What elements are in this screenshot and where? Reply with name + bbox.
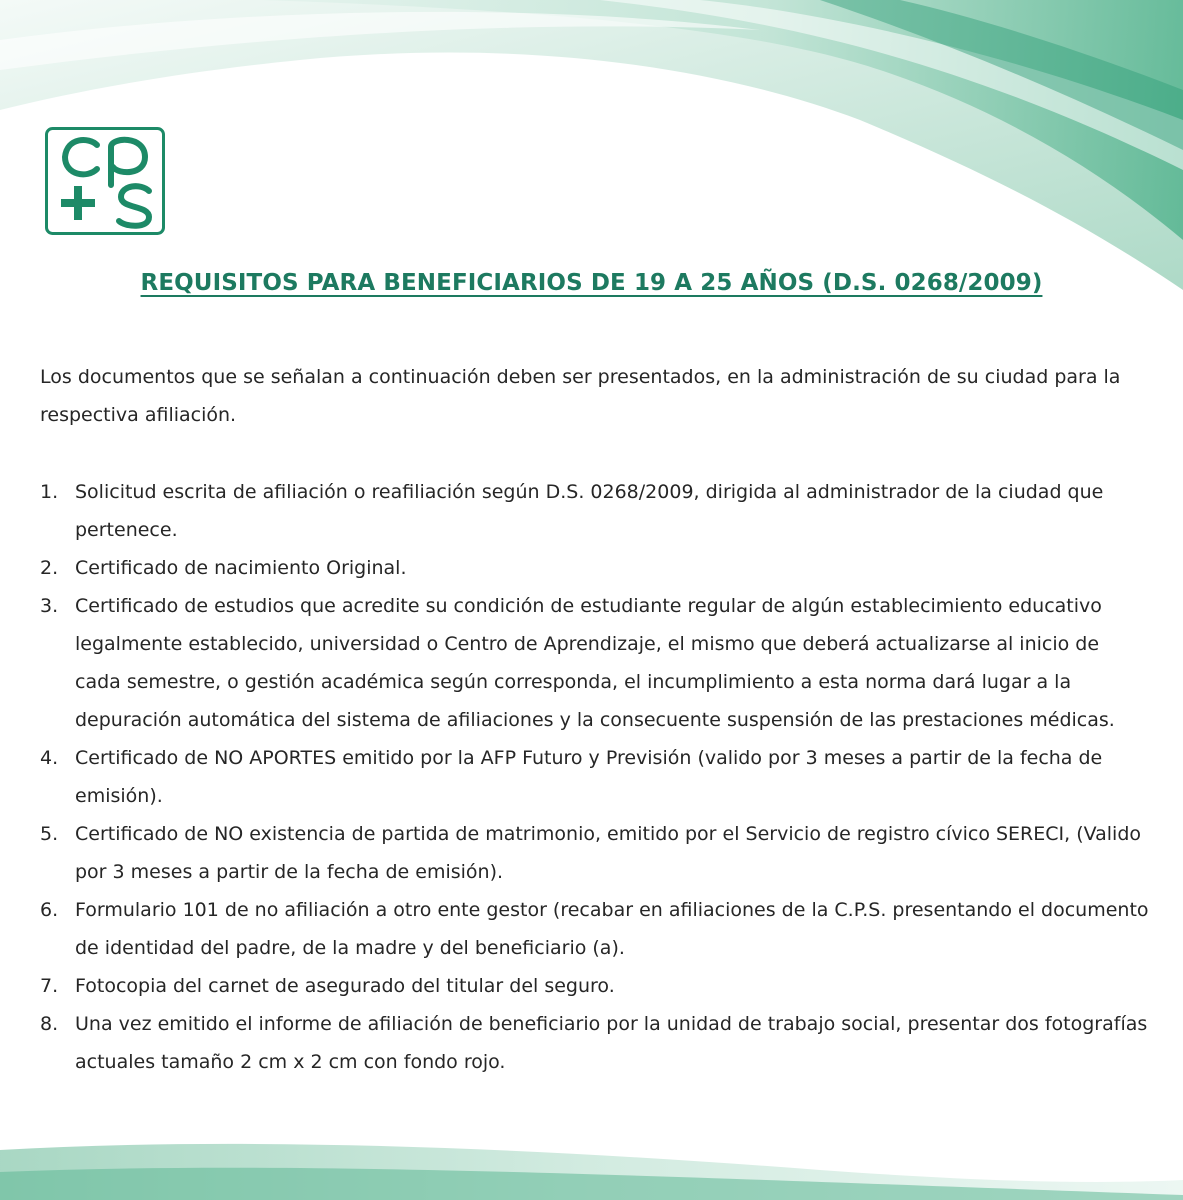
list-item [40,473,1150,549]
list-item [40,549,1150,587]
list-item-number: 2. [40,557,59,579]
list-item [40,587,1150,739]
page-title-wrapper [0,270,1183,296]
list-item-number: 3. [40,595,59,617]
list-item-text: Solicitud escrita de afiliación o reafiliación según D.S. 0268/2009, dirigida al administrador de la ciudad que pertenece. [75,481,1104,541]
list-item-text: Fotocopia del carnet de asegurado del titular del seguro. [75,975,615,997]
list-item-number: 7. [40,975,59,997]
list-item [40,891,1150,967]
page-title: REQUISITOS PARA BENEFICIARIOS DE 19 A 25 AÑOS (D.S. 0268/2009) [140,270,1043,296]
list-item-text: Certificado de NO APORTES emitido por la AFP Futuro y Previsión (valido por 3 meses a partir de la fecha de emisión). [75,747,1103,807]
list-item-text: Una vez emitido el informe de afiliación de beneficiario por la unidad de trabajo social, presentar dos fotografías actuales tamaño 2 cm x 2 cm con fondo rojo. [75,1013,1148,1073]
list-item-text: Certificado de nacimiento Original. [75,557,407,579]
list-item-number: 8. [40,1013,59,1035]
list-item [40,815,1150,891]
list-item [40,739,1150,815]
list-item-number: 4. [40,747,59,769]
list-item-text: Certificado de estudios que acredite su condición de estudiante regular de algún establecimiento educativo legalmente establecido, universidad o Centro de Aprendizaje, el mismo que deberá actualizarse al inicio de cada semestre, o gestión académica según corresponda, el incumplimiento a esta norma dará lugar a la depuración automática del sistema de afiliaciones y la consecuente suspensión de las prestaciones médicas. [75,595,1115,731]
list-item [40,967,1150,1005]
intro-paragraph: Los documentos que se señalan a continuación deben ser presentados, en la administración de su ciudad para la respectiva afiliación. [40,366,1121,426]
requirements-list [40,473,1150,1081]
list-item-number: 5. [40,823,59,845]
list-item-text: Certificado de NO existencia de partida de matrimonio, emitido por el Servicio de registro cívico SERECI, (Valido por 3 meses a partir de la fecha de emisión). [75,823,1142,883]
list-item-number: 1. [40,481,59,503]
list-item [40,1005,1150,1081]
list-item-text: Formulario 101 de no afiliación a otro ente gestor (recabar en afiliaciones de la C.P.S. presentando el documento de identidad del padre, de la madre y del beneficiario (a). [75,899,1149,959]
list-item-number: 6. [40,899,59,921]
cps-logo-icon [45,127,165,235]
